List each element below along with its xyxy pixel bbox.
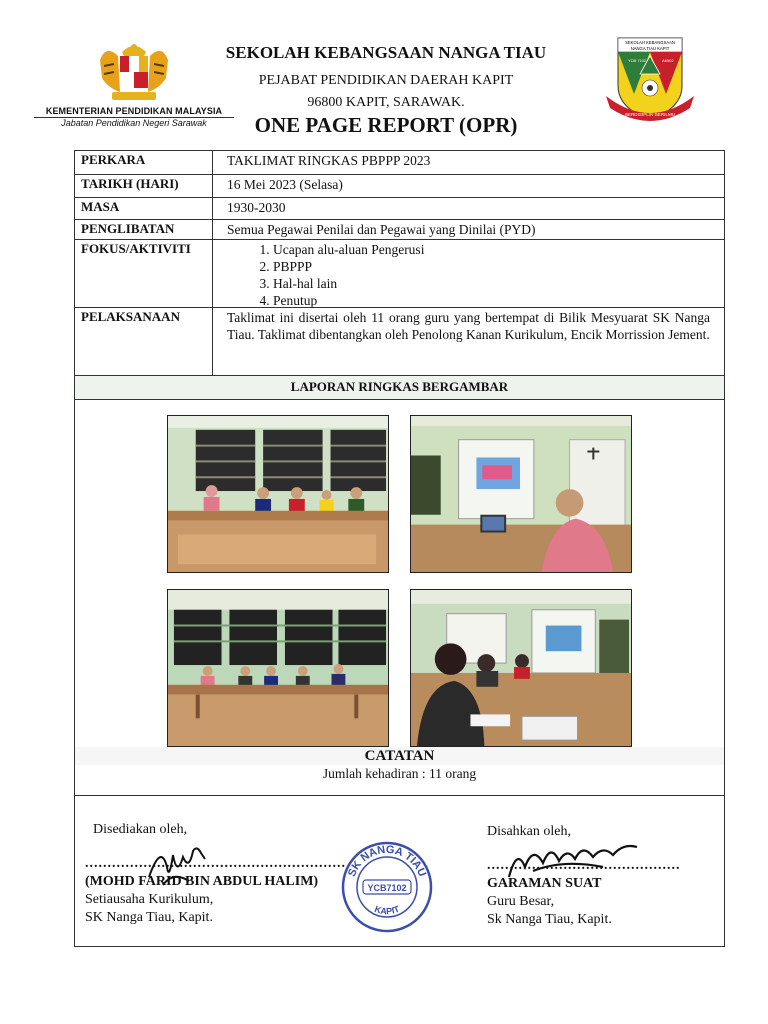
report-table [74,150,725,947]
signature-divider [75,795,724,796]
row-perkara [75,151,724,175]
malaysia-coat-of-arms-icon [92,38,176,106]
attendance-note: Jumlah kehadiran : 11 orang [322,766,477,781]
row-tarikh [75,175,724,198]
list-item: 2. PBPPP [273,258,710,275]
school-address: 96800 KAPIT, SARAWAK. [307,95,465,110]
stamp-top-text: SK NANGA TIAU [345,843,429,879]
field-value: 1930-2030 [227,200,286,215]
focus-list [227,241,710,309]
signature-line: .......................................................... [85,856,346,871]
approver-name: GARAMAN SUAT [487,876,602,891]
state-department-name: Jabatan Pendidikan Negeri Sarawak [61,118,207,128]
school-stamp-icon [339,839,435,935]
preparer-role: Setiausaha Kurikulum, [85,892,214,907]
photo-section-title: LAPORAN RINGKAS BERGAMBAR [75,376,724,400]
badge-line-1: SEKOLAH KEBANGSAAN [625,40,675,45]
photo-meeting-room-1 [167,415,389,573]
ministry-name: KEMENTERIAN PENDIDIKAN MALAYSIA [34,106,234,118]
field-value: TAKLIMAT RINGKAS PBPPP 2023 [227,153,431,168]
row-pelaksanaan [75,308,724,376]
badge-motto: BERDISIPLIN BERILMU [624,112,676,117]
row-masa [75,198,724,220]
field-label: PENGLIBATAN [75,220,213,239]
list-item: 3. Hal-hal lain [273,275,710,292]
field-value [213,240,724,307]
list-item: 1. Ucapan alu-aluan Pengerusi [273,241,710,258]
field-label: TARIKH (HARI) [75,175,213,197]
stamp-code: YCB7102 [367,883,407,893]
approved-caption: Disahkan oleh, [487,824,571,839]
badge-line-2: NANGA TIAU KAPIT [630,46,670,51]
photo-meeting-room-2 [167,589,389,747]
approver-place: Sk Nanga Tiau, Kapit. [487,912,612,927]
school-badge-icon [604,34,696,126]
signature-line: ........................................... [487,858,681,873]
stamp-bottom-text: KAPIT [373,903,401,917]
field-label: PELAKSANAAN [75,308,213,375]
field-value: 16 Mei 2023 (Selasa) [227,177,343,192]
svg-text:SK NANGA TIAU [346,844,428,879]
row-fokus [75,240,724,308]
preparer-place: SK Nanga Tiau, Kapit. [85,910,213,925]
badge-code-right: A6502 [662,58,674,63]
school-name: SEKOLAH KEBANGSAAN NANGA TIAU [225,43,547,62]
notes-title: CATATAN [75,747,724,765]
title-block [200,42,572,112]
field-value: Semua Pegawai Penilai dan Pegawai yang Dinilai (PYD) [227,222,536,237]
field-value: Taklimat ini disertai oleh 11 orang guru yang bertempat di Bilik Mesyuarat SK Nanga Tiau. Taklimat dibentangkan oleh Penolong Kanan Kurikulum, Encik Morrission Jement. [227,310,710,342]
photo-presentation-2 [410,589,632,747]
row-penglibatan [75,220,724,240]
district-office: PEJABAT PENDIDIKAN DAERAH KAPIT [258,73,514,88]
prepared-caption: Disediakan oleh, [93,822,188,837]
field-label: MASA [75,198,213,219]
photo-presentation-1 [410,415,632,573]
approver-role: Guru Besar, [487,894,555,909]
field-label: PERKARA [75,151,213,174]
field-label: FOKUS/AKTIVITI [75,240,213,307]
list-item: 4. Penutup [273,292,710,309]
report-title: ONE PAGE REPORT (OPR) [254,113,518,137]
preparer-name: (MOHD FARID BIN ABDUL HALIM) [85,874,319,889]
svg-text:KAPIT [373,904,401,917]
badge-code-left: YCB 7102 [628,58,647,63]
report-header [0,0,768,150]
preparer-signature-icon [143,837,213,893]
approver-signature-icon [503,837,643,883]
